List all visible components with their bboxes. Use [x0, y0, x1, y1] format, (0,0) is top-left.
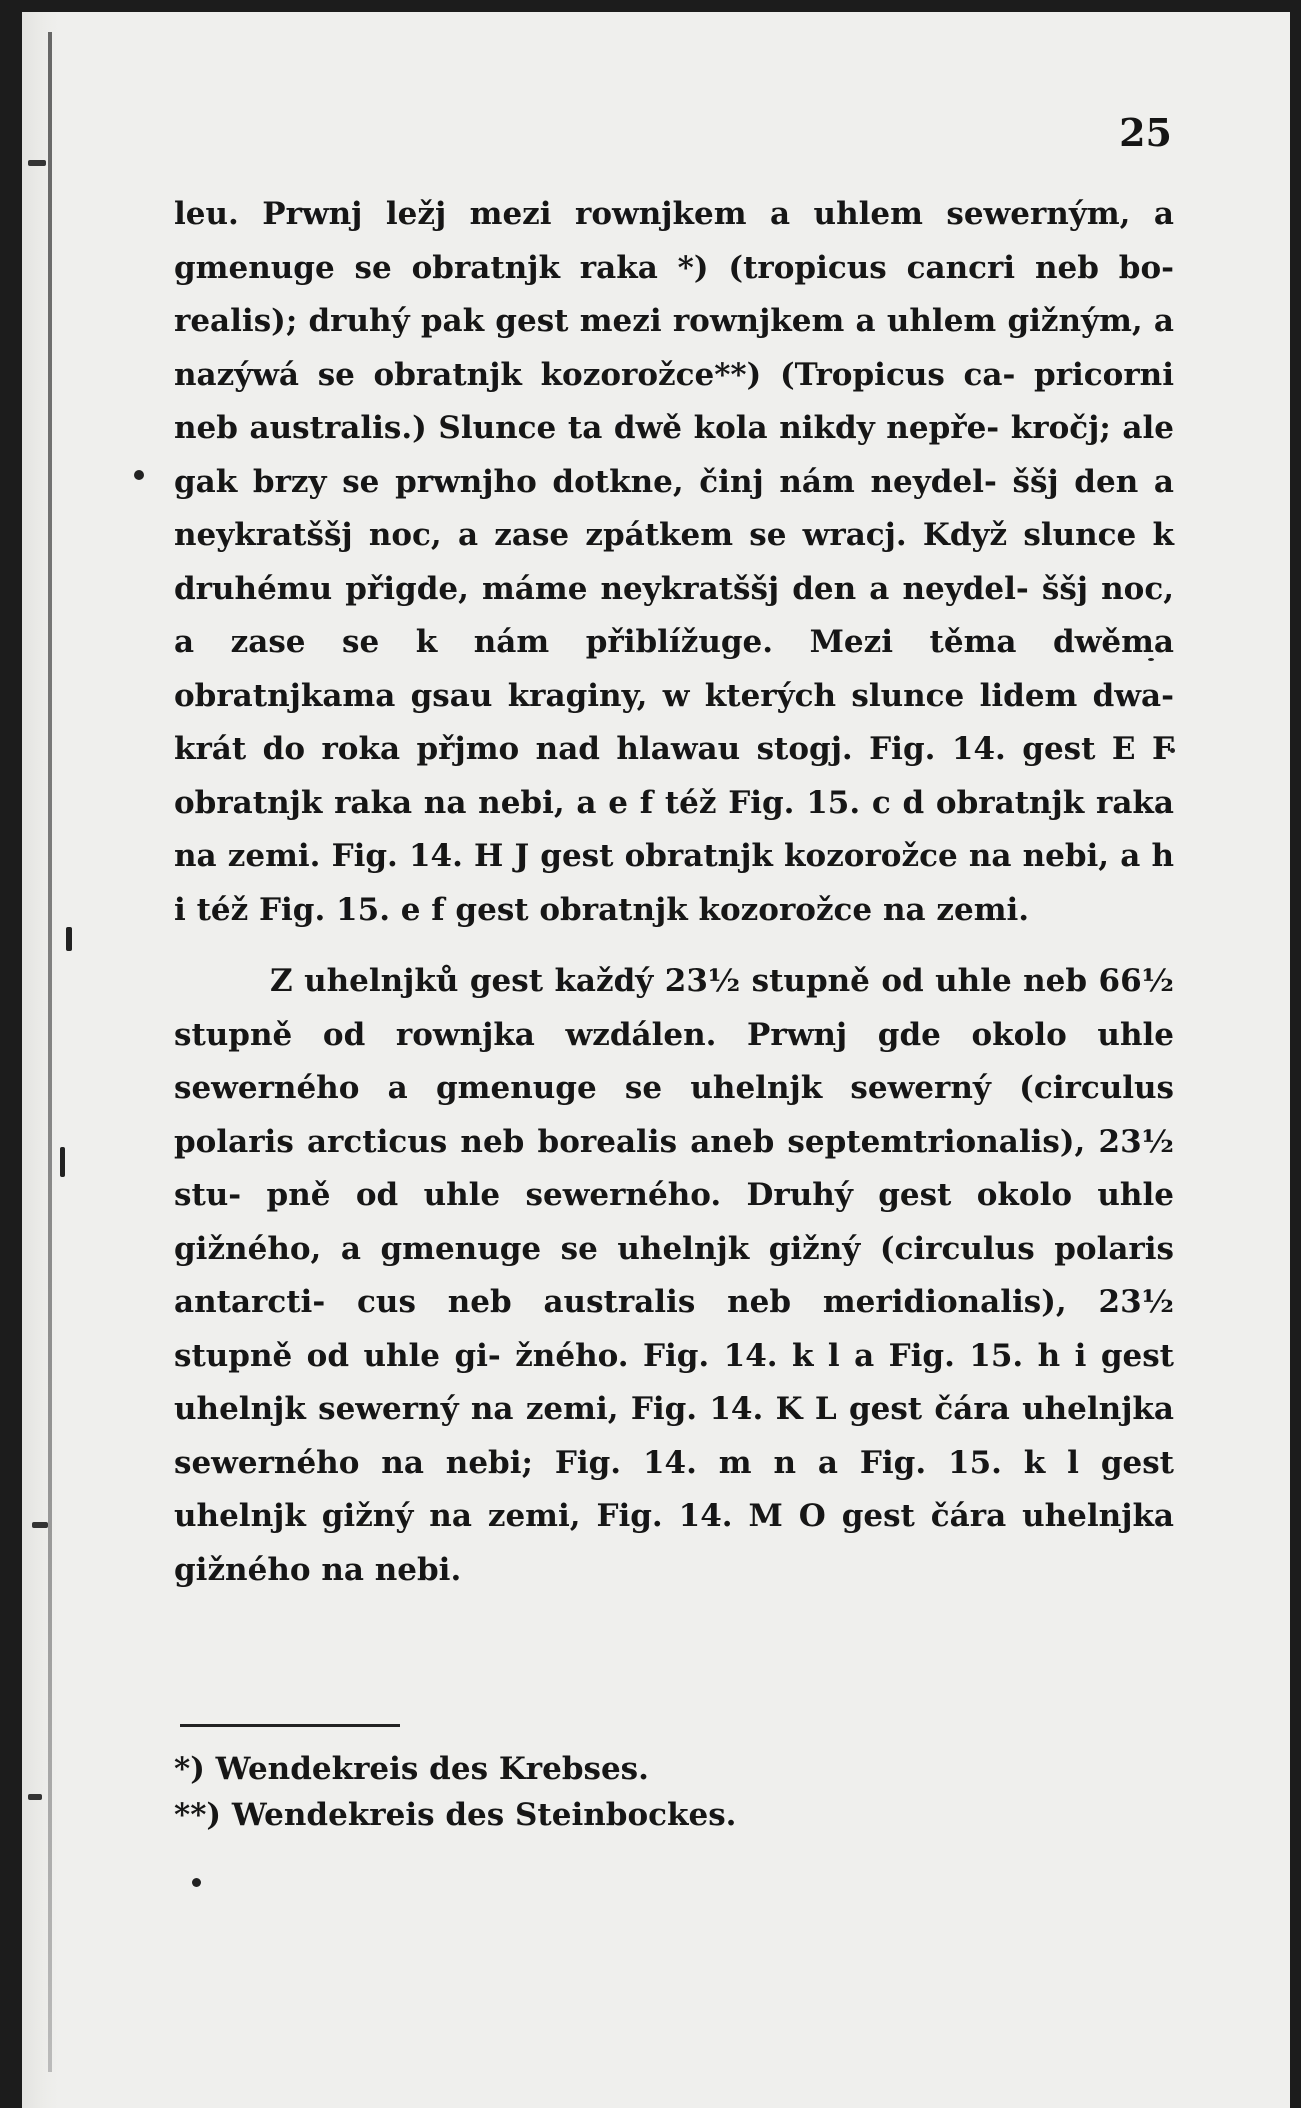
- text-line: slunce k druhému přigde, máme neykratššj den a neydel-: [174, 517, 1174, 607]
- text-line: nebi; Fig. 14. m n a Fig. 15. k l gest uhelnjk gižný na: [174, 1444, 1175, 1534]
- page-number: 25: [1119, 110, 1172, 155]
- paragraph-polar-circles: [174, 955, 1174, 1597]
- text-line: pně od uhle sewerného. Druhý gest okolo uhle gižného,: [174, 1177, 1174, 1267]
- margin-speck: [66, 927, 72, 951]
- text-line: a nazýwá se obratnjk kozorožce**) (Tropicus ca-: [174, 303, 1174, 393]
- text-line: gmenuge se obratnjk raka *) (tropicus cancri neb bo-: [174, 249, 1174, 286]
- text-line: 66½ stupně od rownjka wzdálen. Prwnj gde okolo uhle: [174, 963, 1174, 1053]
- text-line: pricorni neb australis.) Slunce ta dwě kola nikdy nepře-: [174, 356, 1174, 446]
- margin-mark: [32, 1522, 48, 1528]
- margin-mark: [28, 1794, 42, 1800]
- text-line: sewerného a gmenuge se uhelnjk sewerný (circulus: [174, 1070, 1174, 1106]
- footnote-rule: [180, 1724, 400, 1727]
- text-line: obratnjk raka na nebi, a e f též Fig. 15. c d obratnjk: [174, 784, 1097, 821]
- margin-speck: [134, 470, 144, 480]
- text-line: polaris arcticus neb borealis aneb septemtrionalis), 23½ stu-: [174, 1123, 1174, 1213]
- book-page: [22, 12, 1290, 2108]
- paragraph-tropics: [174, 188, 1174, 937]
- binding-shadow-line: [48, 32, 52, 2072]
- text-line: Z uhelnjků gest každý 23½ stupně od uhle neb: [270, 963, 1099, 999]
- margin-speck: [192, 1878, 201, 1887]
- text-line: raka na zemi. Fig. 14. H J gest obratnjk kozorožce na: [174, 784, 1174, 874]
- main-text: [174, 188, 1174, 1597]
- text-line: leu. Prwnj ležj mezi rownjkem a uhlem sewerným, a: [174, 196, 1174, 232]
- text-line: cus neb australis neb meridionalis), 23½ stupně od uhle gi-: [174, 1284, 1174, 1374]
- footnote-2: **) Wendekreis des Steinbockes.: [174, 1797, 737, 1833]
- margin-mark: [28, 160, 46, 166]
- text-line: ššj noc, a zase se k nám přiblížuge. Mezi těma dwěma: [174, 570, 1174, 660]
- text-line: krát do roka přjmo nad hlawau stogj. Fig. 14. gest E F: [174, 731, 1174, 767]
- text-line: ššj den a neykratššj noc, a zase zpátkem se wracj. Když: [174, 463, 1175, 553]
- text-line: a gmenuge se uhelnjk gižný (circulus polaris antarcti-: [174, 1230, 1174, 1320]
- footnote-1: *) Wendekreis des Krebses.: [174, 1751, 649, 1787]
- text-line: zemi, Fig. 14. M O gest čára uhelnjka gižného na nebi.: [174, 1498, 1175, 1588]
- text-line: na zemi, Fig. 14. K L gest čára uhelnjka sewerného na: [174, 1391, 1174, 1481]
- text-line: nebi, a h i též Fig. 15. e f gest obratnjk kozorožce na zemi.: [174, 838, 1174, 928]
- margin-speck: [60, 1147, 65, 1177]
- text-line: realis); druhý pak gest mezi rownjkem a uhlem gižným,: [174, 303, 1154, 339]
- text-line: žného. Fig. 14. k l a Fig. 15. h i gest uhelnjk sewerný: [174, 1337, 1174, 1427]
- text-line: kročj; ale gak brzy se prwnjho dotkne, činj nám neydel-: [174, 410, 1174, 500]
- footnotes: [174, 1746, 736, 1838]
- text-line: obratnjkama gsau kraginy, w kterých slunce lidem dwa-: [174, 677, 1174, 714]
